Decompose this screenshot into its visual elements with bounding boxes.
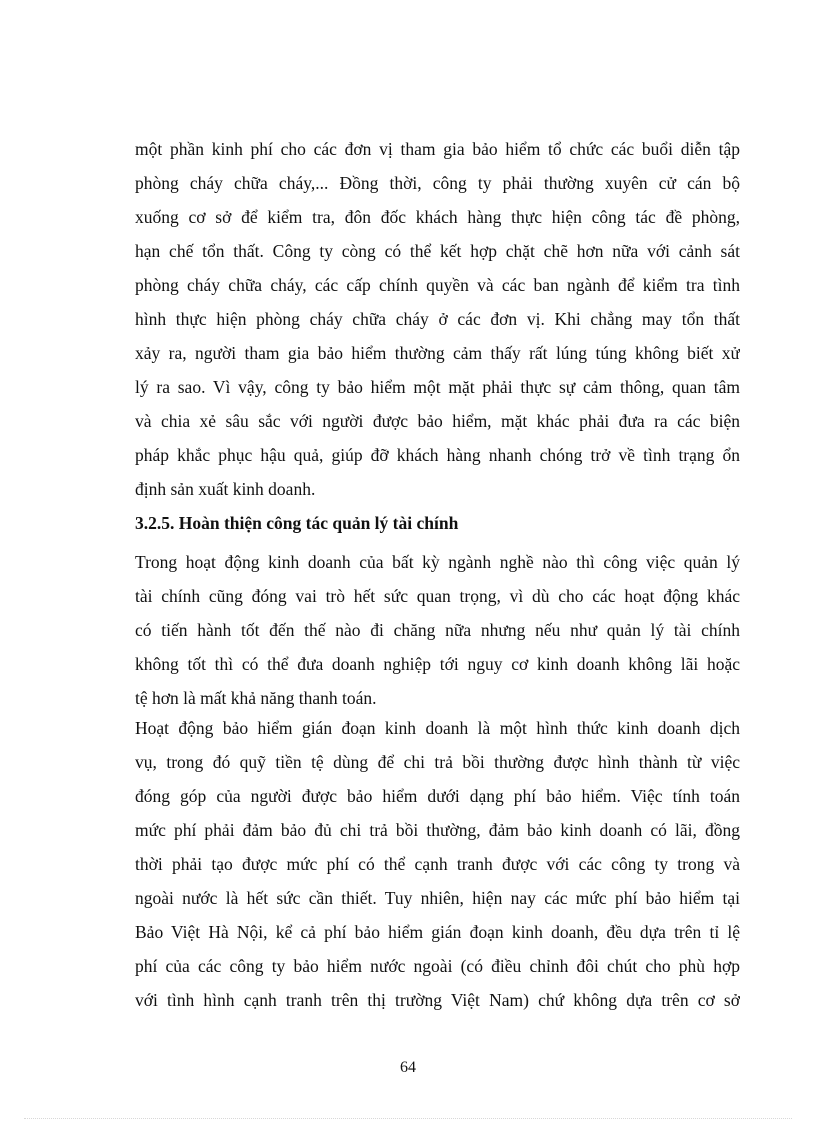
- text-line: tài chính cũng đóng vai trò hết sức quan trọng, vì dù cho các hoạt động khác: [135, 586, 740, 606]
- text-line: thời phải tạo được mức phí có thể cạnh tranh được với các công ty trong và: [135, 854, 740, 874]
- page-bottom-divider: [24, 1118, 792, 1119]
- text-line: một phần kinh phí cho các đơn vị tham gia bảo hiểm tổ chức các buổi diễn tập: [135, 139, 740, 159]
- text-line: xảy ra, người tham gia bảo hiểm thường cảm thấy rất lúng túng không biết xử: [135, 343, 740, 363]
- section-heading: 3.2.5. Hoàn thiện công tác quản lý tài chính: [135, 513, 459, 533]
- text-line: lý ra sao. Vì vậy, công ty bảo hiểm một mặt phải thực sự cảm thông, quan tâm: [135, 377, 740, 397]
- paragraph-insurance-activity: [135, 711, 740, 1017]
- text-line: không tốt thì có thể đưa doanh nghiệp tới nguy cơ kinh doanh không lãi hoặc: [135, 654, 740, 674]
- text-line: Hoạt động bảo hiểm gián đoạn kinh doanh là một hình thức kinh doanh dịch: [135, 718, 740, 738]
- text-line: đóng góp của người được bảo hiểm dưới dạng phí bảo hiểm. Việc tính toán: [135, 786, 740, 806]
- text-line: Bảo Việt Hà Nội, kể cả phí bảo hiểm gián đoạn kinh doanh, đều dựa trên tỉ lệ: [135, 922, 740, 942]
- text-line: mức phí phải đảm bảo đủ chi trả bồi thường, đảm bảo kinh doanh có lãi, đồng: [135, 820, 740, 840]
- text-line: phòng cháy chữa cháy,... Đồng thời, công ty phải thường xuyên cử cán bộ: [135, 173, 740, 193]
- text-line: Trong hoạt động kinh doanh của bất kỳ ngành nghề nào thì công việc quản lý: [135, 552, 740, 572]
- text-line: định sản xuất kinh doanh.: [135, 479, 316, 499]
- section-heading-block: [135, 506, 740, 540]
- page-number: 64: [400, 1059, 416, 1076]
- text-line: xuống cơ sở để kiểm tra, đôn đốc khách hàng thực hiện công tác đề phòng,: [135, 207, 740, 227]
- text-line: phòng cháy chữa cháy, các cấp chính quyền và các ban ngành để kiểm tra tình: [135, 275, 740, 295]
- text-line: ngoài nước là hết sức cần thiết. Tuy nhiên, hiện nay các mức phí bảo hiểm tại: [135, 888, 740, 908]
- text-line: hạn chế tổn thất. Công ty còng có thể kết hợp chặt chẽ hơn nữa với cảnh sát: [135, 241, 740, 261]
- text-line: phí của các công ty bảo hiểm nước ngoài (có điều chỉnh đôi chút cho phù hợp: [135, 956, 740, 976]
- text-line: và chia xẻ sâu sắc với người được bảo hiểm, mặt khác phải đưa ra các biện: [135, 411, 740, 431]
- text-line: vụ, trong đó quỹ tiền tệ dùng để chi trả bồi thường được hình thành từ việc: [135, 752, 740, 772]
- paragraph-continuation: [135, 132, 740, 506]
- text-line: pháp khắc phục hậu quả, giúp đỡ khách hàng nhanh chóng trở về tình trạng ổn: [135, 445, 740, 465]
- text-line: hình thực hiện phòng cháy chữa cháy ở các đơn vị. Khi chẳng may tổn thất: [135, 309, 740, 329]
- text-line: với tình hình cạnh tranh trên thị trường Việt Nam) chứ không dựa trên cơ sở: [135, 990, 740, 1010]
- text-line: tệ hơn là mất khả năng thanh toán.: [135, 688, 377, 708]
- text-line: có tiến hành tốt đến thế nào đi chăng nữa nhưng nếu như quản lý tài chính: [135, 620, 740, 640]
- paragraph-financial-management: [135, 545, 740, 715]
